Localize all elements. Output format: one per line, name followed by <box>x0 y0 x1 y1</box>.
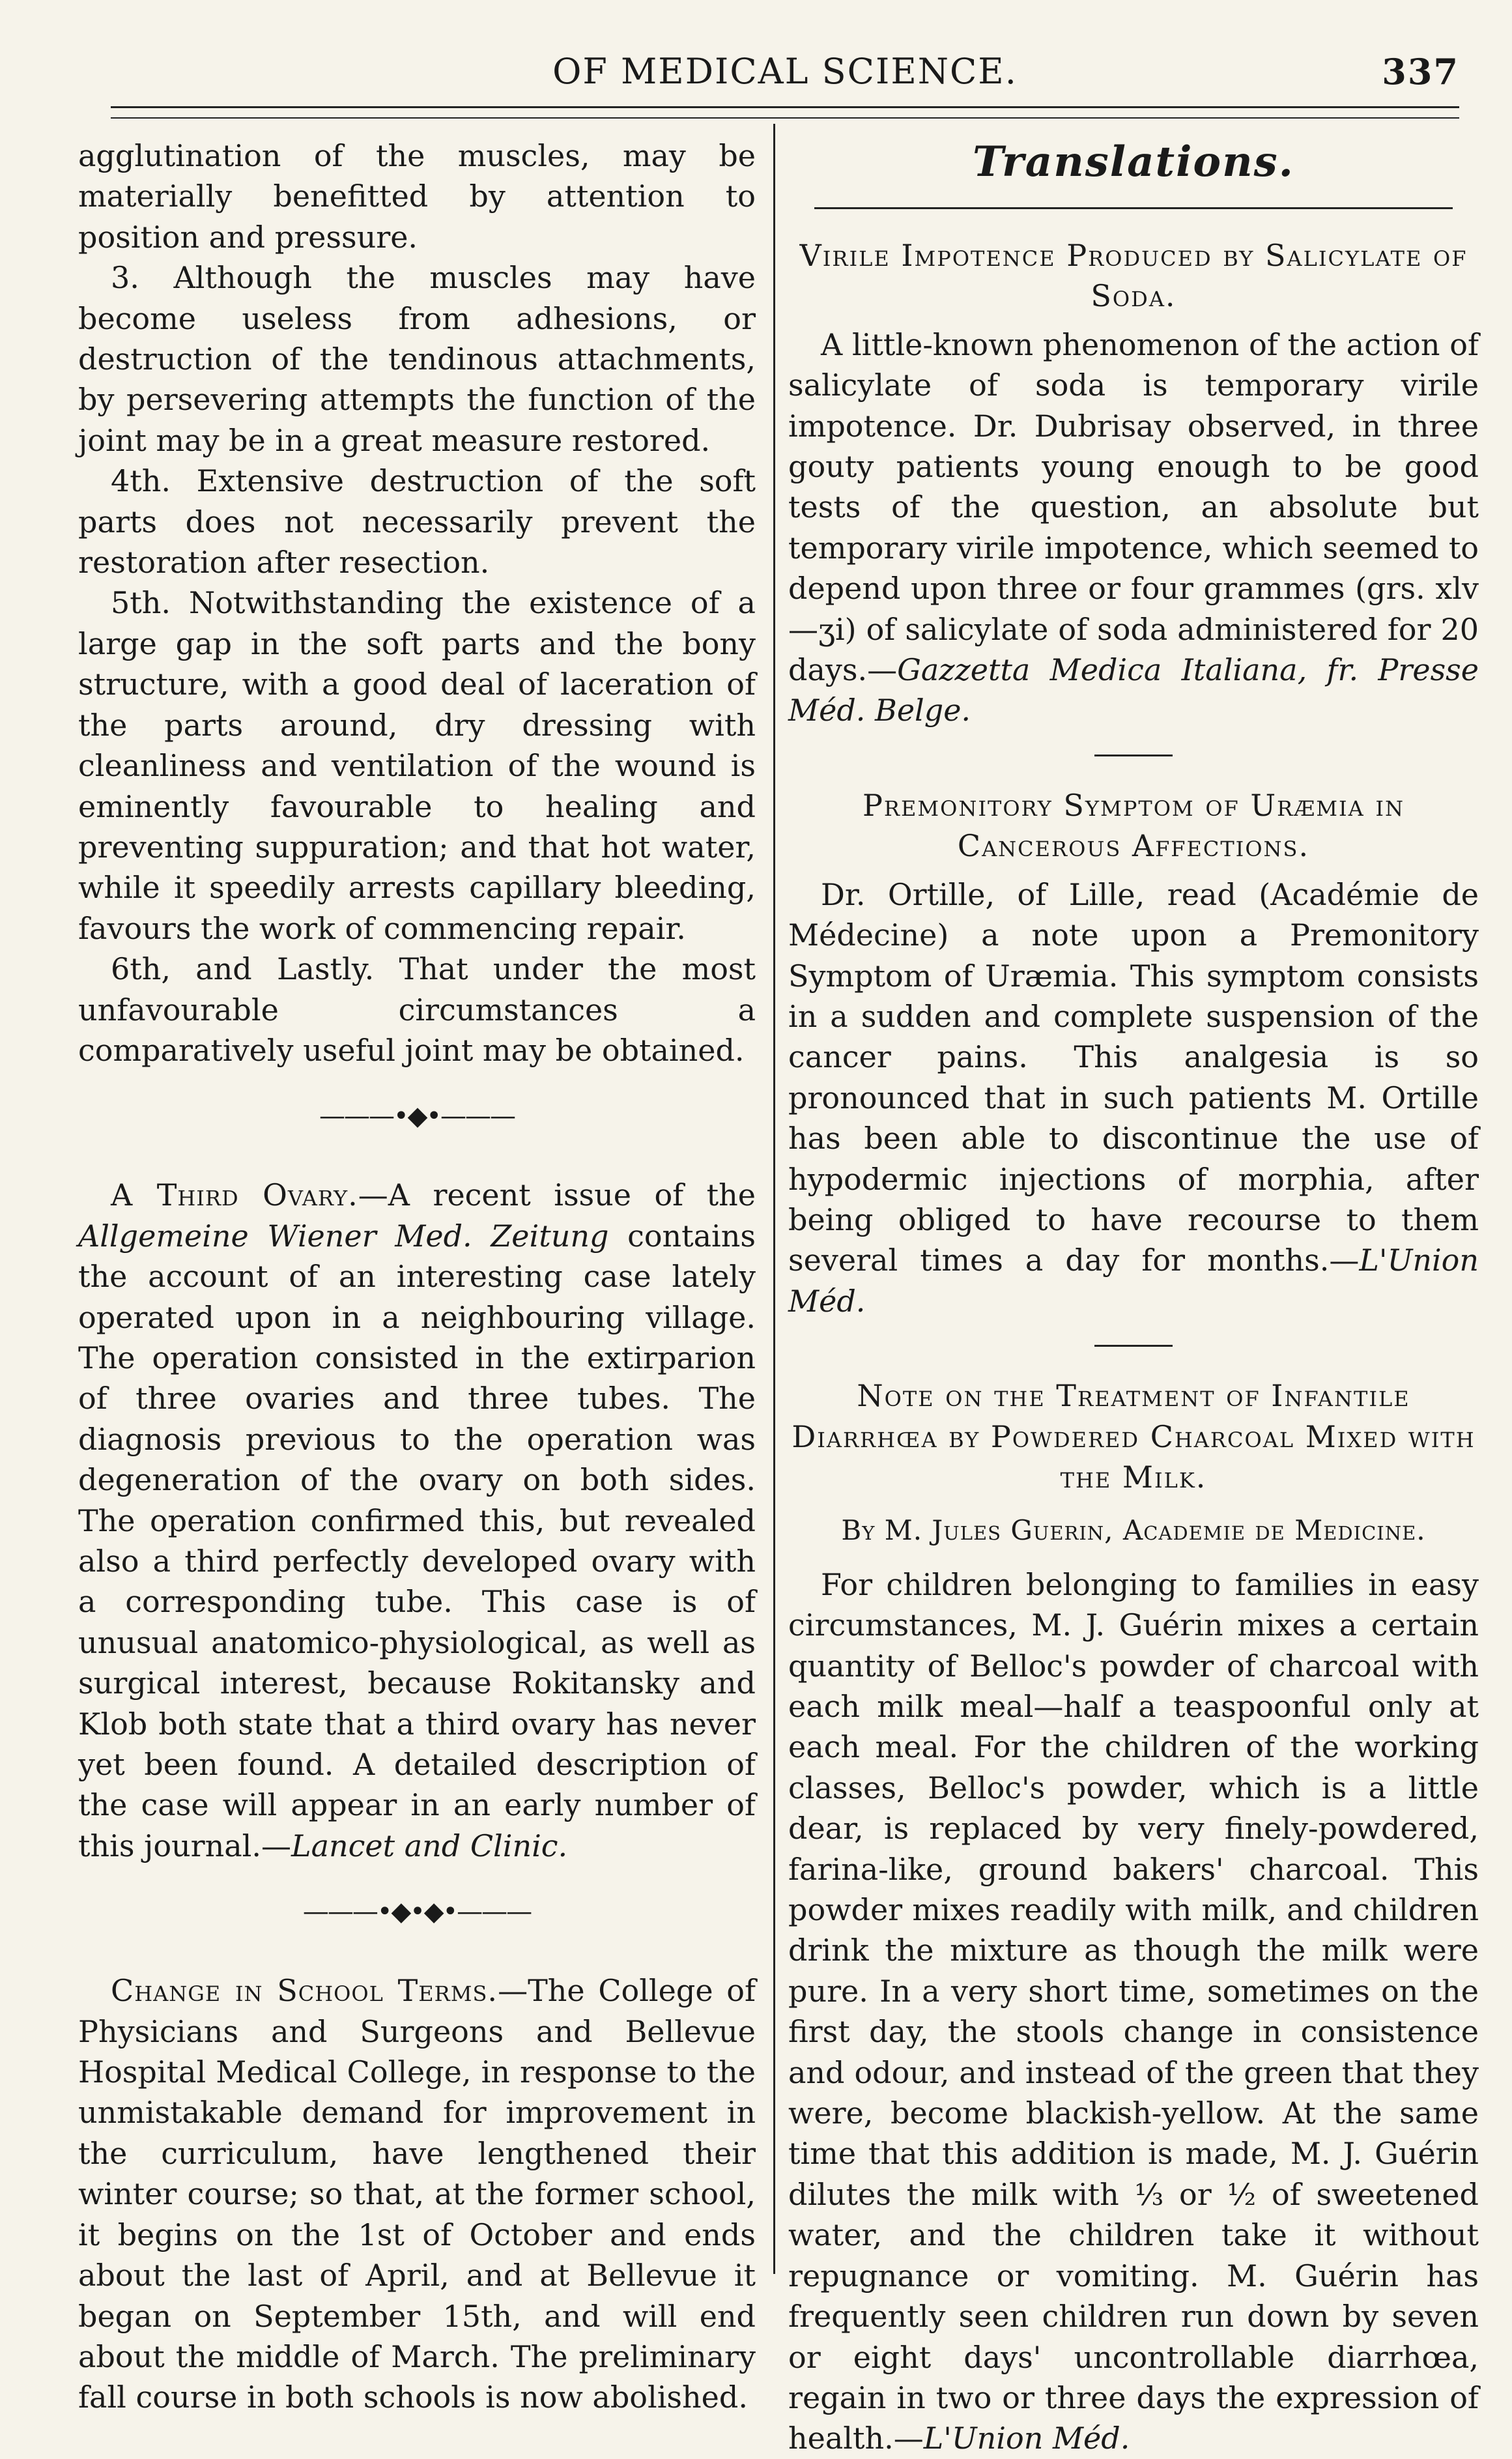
article-text: —The College of Physicians and Surgeons and Bellevue Hospital Medical College, in response to the unmistakable demand for improvement in the curriculum, have lengthened their winter course; so that, at the former school, it begins on the 1st of October and ends about the last of April, and at Bellevue it began on September 15th, and will end about the middle of March. The preliminary fall course in both schools is now abolished. <box>78 1973 756 2415</box>
ornament-divider: ———•◆•——— <box>319 1101 515 1132</box>
running-head <box>111 51 1459 103</box>
article-source: Gazzetta Medica Italiana, fr. Presse Méd. Belge. <box>788 652 1479 728</box>
paragraph-point-4: 4th. Extensive destruction of the soft parts does not necessarily prevent the restoration after resection. <box>78 463 756 581</box>
article-third-ovary <box>78 1175 756 1866</box>
article-text: —A recent issue of the <box>358 1177 756 1213</box>
page-number: 337 <box>1382 51 1459 93</box>
short-rule <box>1094 755 1173 756</box>
article-source: Lancet and Clinic. <box>291 1828 568 1863</box>
paragraph-point-6: 6th, and Lastly. That under the most unfavourable circumstances a comparatively useful joint may be obtained. <box>78 951 756 1068</box>
header-rule-bottom <box>111 117 1459 119</box>
article-text: A little-known phenomenon of the action of salicylate of soda is temporary virile impotence. Dr. Dubrisay observed, in three gouty patients young enough to be good tests of the question, an absolute but temporary virile impotence, which seemed to depend upon three or four grammes (grs. xlv—ʒi) of salicylate of soda administered for 20 days.— <box>788 326 1479 688</box>
article-lead: Change in School Terms. <box>111 1973 498 2009</box>
paragraph-point-3: 3. Although the muscles may have become useless from adhesions, or destruction of the tendinous attachments, by persevering attempts the function of the joint may be in a great measure restored. <box>78 260 756 458</box>
short-rule <box>1094 1345 1173 1347</box>
article-salicylate <box>788 324 1479 731</box>
article-text: contains the account of an interesting case lately operated upon in a neighbouring village. The operation consisted in the extirparion of three ovaries and three tubes. The diagnosis previous to the operation was degeneration of the ovary on both sides. The operation confirmed this, but revealed also a third perfectly developed ovary with a corresponding tube. This case is of unusual anatomico-physiological, as well as surgical interest, because Rokitansky and Klob both state that a third ovary has never yet been found. A detailed description of the case will appear in an early number of this journal.— <box>78 1218 756 1863</box>
column-divider <box>773 124 775 2274</box>
article-school-terms <box>78 1970 756 2417</box>
running-head-title: OF MEDICAL SCIENCE. <box>552 51 1018 92</box>
article-lead: A Third Ovary. <box>111 1177 358 1213</box>
article-heading: Premonitory Symptom of Uræmia in Cancerous Affections. <box>862 787 1405 864</box>
paragraph-point-5: 5th. Notwithstanding the existence of a large gap in the soft parts and the bony structure, with a good deal of laceration of the parts around, dry dressing with cleanliness and ventilation of the wound is eminently favourable to healing and preventing suppuration; and that hot water, while it speedily arrests capillary bleeding, favours the work of commencing repair. <box>78 585 756 946</box>
article-text: For children belonging to families in easy circumstances, M. J. Guérin mixes a certain quantity of Belloc's powder of charcoal with each milk meal—half a teaspoonful only at each meal. For the children of the working classes, Belloc's powder, which is a little dear, is replaced by very finely-powdered, farina-like, ground bakers' charcoal. This powder mixes readily with milk, and children drink the mixture as though the milk were pure. In a very short time, sometimes on the first day, the stools change in consistence and odour, and instead of the green that they were, become blackish-yellow. At the same time that this addition is made, M. J. Guérin dilutes the milk with ⅓ or ½ of sweetened water, and the children take it without repugnance or vomiting. M. Guérin has frequently seen children run down by seven or eight days' uncontrollable diarrhœa, regain in two or three days the expression of health.— <box>788 1566 1479 2456</box>
article-heading: Note on the Treatment of Infantile Diarrhœa by Powdered Charcoal Mixed with the Milk. <box>792 1378 1476 1495</box>
article-text: Dr. Ortille, of Lille, read (Académie de Médecine) a note upon a Premonitory Symptom of Uræmia. This symptom consists in a sudden and complete suspension of the cancer pains. This analgesia is so pronounced that in such patients M. Ortille has been able to discontinue the use of hypodermic injections of morphia, after being obliged to have recourse to them several times a day for months.— <box>788 876 1479 1278</box>
article-byline: By M. Jules Guerin, Academie de Medicine. <box>841 1514 1426 1547</box>
article-charcoal <box>788 1564 1479 2459</box>
ornament-divider: ———•◆•◆•——— <box>302 1897 532 1927</box>
journal-name: Allgemeine Wiener Med. Zeitung <box>78 1218 609 1254</box>
article-source: L'Union Méd. <box>788 1243 1479 1319</box>
article-heading: Virile Impotence Produced by Salicylate of Soda. <box>799 238 1468 314</box>
article-source: L'Union Méd. <box>923 2421 1130 2456</box>
article-uraemia <box>788 874 1479 1321</box>
section-rule <box>814 207 1453 209</box>
left-column <box>78 136 756 2418</box>
section-title: Translations. <box>973 137 1294 186</box>
right-column <box>788 136 1479 2459</box>
paragraph-continuation: agglutination of the muscles, may be materially benefitted by attention to position and pressure. <box>78 138 756 255</box>
header-rule-top <box>111 106 1459 108</box>
